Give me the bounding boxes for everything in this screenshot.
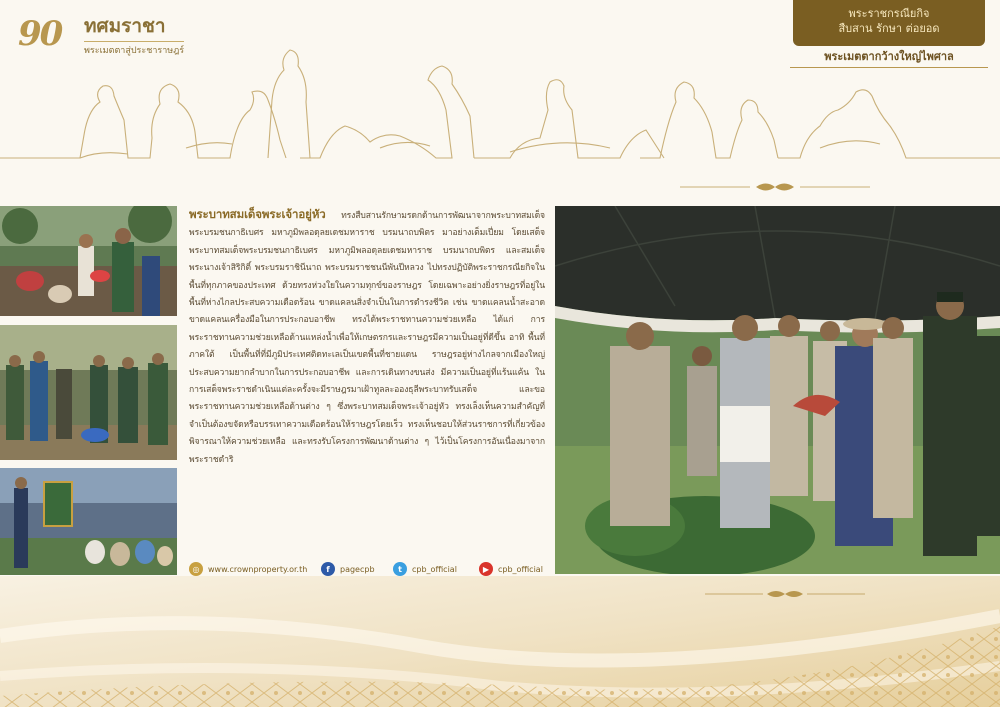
footer-ornament xyxy=(705,588,865,600)
photo-main-royal-visit xyxy=(555,206,1000,574)
section-subtitle: พระเมตตากว้างใหญ่ไพศาล xyxy=(790,46,988,68)
website-text: www.crownproperty.or.th xyxy=(208,564,308,574)
website-link[interactable] xyxy=(189,561,307,577)
facebook-link[interactable] xyxy=(321,561,375,577)
photo-handing-supplies xyxy=(0,206,177,316)
logo-subtitle: พระเมตตาสู่ประชาราษฎร์ xyxy=(84,41,184,57)
youtube-link[interactable] xyxy=(479,561,543,577)
globe-icon: ◎ xyxy=(189,562,203,576)
logo-title: ทศมราชา xyxy=(84,15,166,37)
article-text: ทรงสืบสานรักษามรดกด้านการพัฒนาจากพระบาทสมเด็จพระบรมชนกาธิเบศร มหาภูมิพลอดุลยเดชมหาราช บรมนาถบพิตร มาอย่างเต็มเปี่ยม โดยเสด็จพระบาทสมเด็จพระบรมชนกาธิเบศร มหาภูมิพลอดุลยเดชมหาราช บรมนาถบพิตร และสมเด็จพระนางเจ้าสิริกิติ์ พระบรมราชินีนาถ พระบรมราชชนนีพันปีหลวง ไปทรงปฏิบัติพระราชกรณียกิจในพื้นที่ทุกภาคของประเทศ ด้วยทรงห่วงใยในความทุกข์ของราษฎร โดยเฉพาะอย่างยิ่งราษฎรที่อยู่ในพื้นที่ห่างไกลประสบความเดือดร้อน ขาดแคลนสิ่งจำเป็นในการดำรงชีวิต เช่น ขาดแคลนน้ำสะอาด ขาดแคลนเครื่องมือในการประกอบอาชีพ ทรงได้พระราชทานความช่วยเหลือ ได้แก่ การพระราชทานความช่วยเหลือด้านแหล่งน้ำเพื่อให้เกษตรกรและราษฎรมีความเป็นอยู่ที่ดีขึ้น อาทิ พื้นที่ภาคใต้ เป็นพื้นที่ที่มีภูมิประเทศติดทะเลเป็นเขตพื้นที่ชายแดน ราษฎรอยู่ห่างไกลจากเมืองใหญ่ ประสบความยากลำบากในการประกอบอาชีพ และการเดินทางขนส่ง มีความเป็นอยู่ที่แร้นแค้น ในการเสด็จพระราชดำเนินแต่ละครั้งจะมีราษฎรมาเฝ้าทูลละอองธุลีพระบาทรับเสด็จ และขอพระราชทานความช่วยเหลือด้านต่าง ๆ ซึ่งพระบาทสมเด็จพระเจ้าอยู่หัว ทรงเล็งเห็นความสำคัญที่จำเป็นต้องขจัดหรือบรรเทาความเดือดร้อนให้ราษฎรโดยเร็ว ทรงเห็นชอบให้ส่วนราชการที่เกี่ยวข้องพิจารณาให้ความช่วยเหลือ และทรงรับโครงการพัฒนาด้านต่าง ๆ ไว้เป็นโครงการอันเนื่องมาจากพระราชดำริ xyxy=(189,211,545,465)
twitter-text: cpb_official xyxy=(412,564,457,574)
social-links xyxy=(189,561,545,577)
article-body xyxy=(189,206,545,562)
logo-number: 90 xyxy=(18,14,62,54)
twitter-link[interactable] xyxy=(393,561,457,577)
divider-ornament xyxy=(680,180,870,194)
people-silhouette-illustration xyxy=(0,40,1000,165)
section-title-line2: สืบสาน รักษา ต่อยอด xyxy=(838,22,940,35)
facebook-icon: f xyxy=(321,562,335,576)
photo-soldiers-gathering xyxy=(0,325,177,460)
section-title-line1: พระราชกรณียกิจ xyxy=(848,7,930,20)
article-lead: พระบาทสมเด็จพระเจ้าอยู่หัว xyxy=(189,207,326,221)
youtube-text: cpb_official xyxy=(498,564,543,574)
twitter-icon: t xyxy=(393,562,407,576)
photo-map-briefing xyxy=(0,468,177,575)
youtube-icon: ▶ xyxy=(479,562,493,576)
facebook-text: pagecpb xyxy=(340,564,375,574)
